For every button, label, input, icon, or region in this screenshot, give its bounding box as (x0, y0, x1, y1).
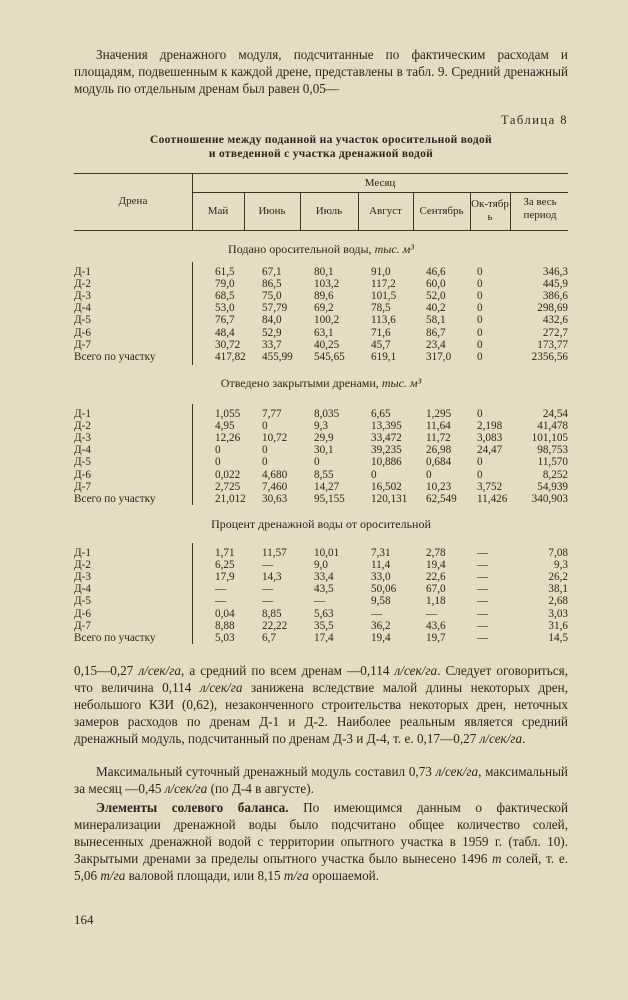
table-cell: 7,31 (371, 547, 391, 559)
header-month: Месяц (364, 177, 396, 189)
table-cell: 9,0 (314, 559, 328, 572)
table-cell: 62,549 (426, 492, 457, 505)
table-cell: 24,47 (477, 444, 503, 457)
table-cell: 10,886 (371, 456, 402, 469)
table-cell: 11,570 (537, 456, 568, 469)
table-cell: 2,78 (426, 547, 446, 559)
text: , а средний по всем дренам —0,114 (180, 663, 395, 678)
text: . (522, 731, 526, 746)
table-cell: — (477, 547, 489, 559)
table-cell: 78,5 (371, 302, 391, 315)
table-cell: 95,155 (314, 492, 345, 505)
intro-paragraph: Значения дренажного модуля, подсчитанные по фактическим расходам и площадям, подвешенным к каждой дрене, представлены в табл. 9. Средний дренажный модуль по отдельным дренам был равен 0,05— (74, 47, 568, 96)
table-cell: 0 (477, 350, 483, 363)
table-row (74, 456, 568, 468)
table-row (74, 314, 568, 326)
table-cell: 100,2 (314, 314, 340, 327)
table-cell: 33,4 (314, 571, 334, 584)
table-cell: 86,5 (262, 278, 282, 291)
table-cell: 0 (477, 290, 483, 303)
section-title-text: Подано оросительной воды, (228, 242, 375, 256)
row-label: Д-7 (74, 619, 91, 632)
table-cell: 7,460 (262, 480, 288, 493)
table-cell: 8,55 (314, 468, 334, 481)
section-title-text: Процент дренажной воды от оросительной (211, 517, 431, 531)
text: валовой площади, или 8,15 (125, 868, 284, 883)
table-cell: 0 (215, 456, 221, 469)
section-title-drained (74, 376, 568, 391)
table-row (74, 339, 568, 351)
table-cell: 6,7 (262, 631, 276, 644)
table-row (74, 595, 568, 607)
table-cell: 39,235 (371, 444, 402, 457)
table-cell: 26,2 (548, 571, 568, 584)
table-cell: 113,6 (371, 314, 396, 327)
table-cell: — (314, 595, 326, 608)
unit: л/сек/га (199, 680, 243, 695)
table-cell: 89,6 (314, 290, 334, 303)
row-label: Д-2 (74, 420, 91, 433)
table-cell: 4,680 (262, 468, 288, 481)
table-cell: 30,72 (215, 338, 241, 351)
table-row (74, 481, 568, 493)
table-row (74, 547, 568, 559)
table-cell: 8,252 (542, 468, 568, 481)
table-cell: 0 (477, 302, 483, 315)
table-cell: 43,5 (314, 583, 334, 596)
table-title-line2: и отведенной с участка дренажной водой (208, 148, 434, 160)
table-cell: 5,63 (314, 607, 334, 620)
table-cell: — (477, 619, 489, 632)
paragraph-max-module (74, 763, 568, 797)
row-label: Д-3 (74, 571, 91, 584)
table-cell: 22,22 (262, 619, 288, 632)
text: орошаемой. (308, 868, 380, 883)
table-cell: 103,2 (314, 278, 340, 291)
table-cell: 6,65 (371, 408, 391, 420)
table-cell: 86,7 (426, 326, 446, 339)
header-august: Август (369, 205, 402, 217)
header-october: Ок-тябрь (471, 198, 509, 223)
table-cell: 117,2 (371, 278, 396, 291)
table-cell: 10,23 (426, 480, 452, 493)
table-row (74, 351, 568, 363)
unit: л/сек/га (394, 663, 438, 678)
table-top-rule (74, 173, 568, 174)
unit: т (492, 851, 502, 866)
table-number: Таблица 8 (501, 113, 568, 127)
table-cell: 317,0 (426, 350, 452, 363)
table-row (74, 632, 568, 644)
table-cell: 48,4 (215, 326, 235, 339)
row-label: Всего по участку (74, 492, 156, 505)
table-cell: 46,6 (426, 266, 446, 278)
table-cell: 63,1 (314, 326, 334, 339)
table-cell: 50,06 (371, 583, 397, 596)
table-cell: 101,5 (371, 290, 397, 303)
table-cell: 0 (477, 456, 483, 469)
table-cell: 52,9 (262, 326, 282, 339)
unit: т/га (283, 868, 309, 883)
section-unit: тыс. м³ (374, 242, 414, 256)
paragraph-drain-module (74, 662, 568, 747)
table-cell: 41,478 (537, 420, 568, 433)
table-cell: 9,3 (314, 420, 328, 433)
header-september: Сентябрь (419, 205, 464, 217)
table-cell: 619,1 (371, 350, 397, 363)
text: Максимальный суточный дренажный модуль составил 0,73 (96, 764, 436, 779)
table-row (74, 493, 568, 505)
table-cell: 14,27 (314, 480, 340, 493)
table-cell: — (262, 559, 274, 572)
unit: т/га (100, 868, 126, 883)
table-cell: 10,72 (262, 432, 288, 445)
table-row (74, 278, 568, 290)
row-label: Д-6 (74, 326, 91, 339)
table-cell: 45,7 (371, 338, 391, 351)
table-cell: 0 (215, 444, 221, 457)
table-cell: 11,72 (426, 432, 451, 445)
table-cell: 0 (477, 338, 483, 351)
row-label: Д-6 (74, 607, 91, 620)
table-cell: 14,3 (262, 571, 282, 584)
row-label: Д-1 (74, 408, 91, 420)
table-cell: 120,131 (371, 492, 408, 505)
table-cell: — (477, 559, 489, 572)
header-divider (510, 192, 511, 230)
table-cell: 23,4 (426, 338, 446, 351)
row-label: Д-4 (74, 583, 91, 596)
table-cell: — (262, 595, 274, 608)
table-cell: 67,0 (426, 583, 446, 596)
table-cell: 7,77 (262, 408, 282, 420)
table-row (74, 266, 568, 278)
table-cell: 19,4 (426, 559, 446, 572)
table-cell: 26,98 (426, 444, 452, 457)
paragraph-salt-balance (74, 799, 568, 884)
row-label: Д-1 (74, 547, 91, 559)
row-label: Д-7 (74, 480, 91, 493)
table-cell: 3,752 (477, 480, 503, 493)
table-cell: 2,725 (215, 480, 241, 493)
table-cell: 35,5 (314, 619, 334, 632)
section-title-text: Отведено закрытыми дренами, (220, 376, 382, 390)
table-cell: 11,426 (477, 492, 508, 505)
table-cell: 1,71 (215, 547, 235, 559)
table-cell: 0,022 (215, 468, 241, 481)
table-cell: 8,88 (215, 619, 235, 632)
table-row (74, 571, 568, 583)
table-cell: — (477, 571, 489, 584)
table-cell: 455,99 (262, 350, 293, 363)
row-label: Всего по участку (74, 631, 156, 644)
table-cell: 2,68 (548, 595, 568, 608)
text: По имеющимся данным о фактической минерализации дренажной воды было подсчитано общее количество солей, вынесенных дренажной водой с территории опытного участка в 1959 г. (табл. 10). Закрытыми дренами за пределы опытного участка было вынесено 1496 (74, 800, 568, 866)
table-cell: 0 (477, 468, 483, 481)
table-cell: 346,3 (542, 266, 568, 278)
salt-balance-heading: Элементы солевого баланса. (96, 800, 289, 815)
row-label: Д-2 (74, 278, 91, 291)
table-cell: 445,9 (542, 278, 568, 291)
text: , максимальный за месяц —0,45 (74, 764, 568, 796)
text: . Следует оговориться, что величина 0,114 (74, 663, 568, 695)
table-cell: 0 (262, 420, 268, 433)
table-cell: 0 (477, 326, 483, 339)
table-cell: 11,64 (426, 420, 451, 433)
table-cell: 173,77 (537, 338, 568, 351)
table-cell: 30,1 (314, 444, 334, 457)
table-cell: — (477, 607, 489, 620)
header-bottom-rule (74, 230, 568, 231)
table-row (74, 559, 568, 571)
table-cell: 52,0 (426, 290, 446, 303)
table-cell: 71,6 (371, 326, 391, 339)
table-cell: — (426, 607, 438, 620)
table-cell: — (477, 583, 489, 596)
table-cell: 14,5 (548, 631, 568, 644)
table-cell: 67,1 (262, 266, 282, 278)
table-cell: 19,7 (426, 631, 446, 644)
table-cell: — (477, 631, 489, 644)
table-row (74, 444, 568, 456)
table-cell: 21,012 (215, 492, 246, 505)
table-cell: 29,9 (314, 432, 334, 445)
row-label: Д-2 (74, 559, 91, 572)
table-cell: 272,7 (542, 326, 568, 339)
table-cell: 0,684 (426, 456, 452, 469)
table-cell: 98,753 (537, 444, 568, 457)
table-cell: 33,0 (371, 571, 391, 584)
table-cell: 298,69 (537, 302, 568, 315)
row-label: Д-3 (74, 432, 91, 445)
table-cell: 79,0 (215, 278, 235, 291)
table-cell: 101,105 (531, 432, 568, 445)
table-cell: 0 (477, 314, 483, 327)
table-cell: — (262, 583, 274, 596)
row-label: Д-4 (74, 444, 91, 457)
row-label: Всего по участку (74, 350, 156, 363)
table-cell: 53,0 (215, 302, 235, 315)
table-cell: 11,4 (371, 559, 391, 572)
table-title (74, 133, 568, 161)
table-cell: — (215, 583, 227, 596)
table-row (74, 583, 568, 595)
table-cell: 8,035 (314, 408, 340, 420)
unit: л/сек/га (164, 781, 208, 796)
table-row (74, 469, 568, 481)
table-cell: 16,502 (371, 480, 402, 493)
table-cell: 9,3 (554, 559, 568, 572)
table-cell: 58,1 (426, 314, 446, 327)
table-cell: 5,03 (215, 631, 235, 644)
table-title-line1: Соотношение между поданной на участок оросительной водой (150, 134, 492, 146)
table-cell: 30,63 (262, 492, 288, 505)
table-cell: 43,6 (426, 619, 446, 632)
table-cell: 19,4 (371, 631, 391, 644)
table-cell: 0 (477, 278, 483, 291)
table-row (74, 608, 568, 620)
table-row (74, 302, 568, 314)
table-cell: 432,6 (542, 314, 568, 327)
table-cell: — (477, 595, 489, 608)
table-cell: 2,198 (477, 420, 503, 433)
table-cell: 3,03 (548, 607, 568, 620)
table-cell: 24,54 (542, 408, 568, 420)
table-cell: 10,01 (314, 547, 340, 559)
text: занижена вследствие малой длины некоторых дрен, небольшого КЗИ (0,62), незаконченного строительства некоторых дрен, неточных замеров расходов по дренам Д-1 и Д-2. Наиболее реальным является средний дренажный модуль, подсчитанный по дренам Д-3 и Д-4, т. е. 0,17—0,27 (74, 680, 568, 746)
section-title-supplied (74, 242, 568, 257)
table-row (74, 290, 568, 302)
table-row (74, 327, 568, 339)
table-cell: 76,7 (215, 314, 235, 327)
table-row (74, 408, 568, 420)
table-cell: 17,9 (215, 571, 235, 584)
table-cell: 57,79 (262, 302, 288, 315)
table-cell: 36,2 (371, 619, 391, 632)
header-june: Июнь (258, 205, 286, 217)
row-label: Д-5 (74, 456, 91, 469)
table-cell: 0 (426, 468, 432, 481)
table-cell: 4,95 (215, 420, 235, 433)
text: 0,15—0,27 (74, 663, 139, 678)
table-cell: 1,295 (426, 408, 452, 420)
table-cell: 0 (262, 456, 268, 469)
table-cell: 0 (314, 456, 320, 469)
table-cell: 40,25 (314, 338, 340, 351)
table-cell: 22,6 (426, 571, 446, 584)
row-label: Д-7 (74, 338, 91, 351)
table-cell: — (215, 595, 227, 608)
table-cell: 13,395 (371, 420, 402, 433)
table-cell: 6,25 (215, 559, 235, 572)
table-cell: 11,57 (262, 547, 287, 559)
table-cell: 91,0 (371, 266, 391, 278)
table-cell: 75,0 (262, 290, 282, 303)
row-label: Д-6 (74, 468, 91, 481)
table-cell: 2356,56 (531, 350, 568, 363)
table-row (74, 420, 568, 432)
table-cell: 69,2 (314, 302, 334, 315)
table-cell: 33,472 (371, 432, 402, 445)
text: солей, т. е. 5,06 (74, 851, 568, 883)
row-label: Д-4 (74, 302, 91, 315)
page-number: 164 (74, 912, 94, 927)
row-label: Д-5 (74, 595, 91, 608)
table-cell: 545,65 (314, 350, 345, 363)
table-cell: 60,0 (426, 278, 446, 291)
section-unit: тыс. м³ (381, 376, 422, 390)
text: (по Д-4 в августе). (207, 781, 314, 796)
table-cell: 84,0 (262, 314, 282, 327)
table-cell: 0,04 (215, 607, 235, 620)
table-cell: 9,58 (371, 595, 391, 608)
unit: л/сек/га (138, 663, 181, 678)
table-cell: 0 (477, 266, 483, 278)
table-cell: 17,4 (314, 631, 334, 644)
table-row (74, 432, 568, 444)
table-cell: 417,82 (215, 350, 246, 363)
table-cell: 7,08 (548, 547, 568, 559)
row-label: Д-3 (74, 290, 91, 303)
unit: л/сек/га (479, 731, 523, 746)
section-title-percent (74, 517, 568, 532)
header-total-period: За весь период (523, 196, 557, 221)
table-cell: 40,2 (426, 302, 446, 315)
table-cell: 340,903 (531, 492, 568, 505)
header-drain: Дрена (118, 195, 148, 207)
table-row (74, 620, 568, 632)
table-cell: 61,5 (215, 266, 235, 278)
table-cell: 54,939 (537, 480, 568, 493)
header-july: Июль (315, 205, 343, 217)
row-label: Д-1 (74, 266, 91, 278)
header-may: Май (207, 205, 229, 217)
table-cell: 68,5 (215, 290, 235, 303)
table-cell: 31,6 (548, 619, 568, 632)
table-cell: 386,6 (542, 290, 568, 303)
table-cell: 0 (371, 468, 377, 481)
table-cell: 1,055 (215, 408, 241, 420)
table-cell: 12,26 (215, 432, 241, 445)
table-cell: 3,083 (477, 432, 503, 445)
table-cell: 1,18 (426, 595, 446, 608)
unit: л/сек/га (435, 764, 479, 779)
table-cell: 38,1 (548, 583, 568, 596)
table-cell: 8,85 (262, 607, 282, 620)
row-label: Д-5 (74, 314, 91, 327)
table-cell: 0 (262, 444, 268, 457)
table-cell: — (371, 607, 383, 620)
table-cell: 80,1 (314, 266, 334, 278)
table-cell: 33,7 (262, 338, 282, 351)
month-rule (192, 192, 568, 193)
table-cell: 0 (477, 408, 483, 420)
